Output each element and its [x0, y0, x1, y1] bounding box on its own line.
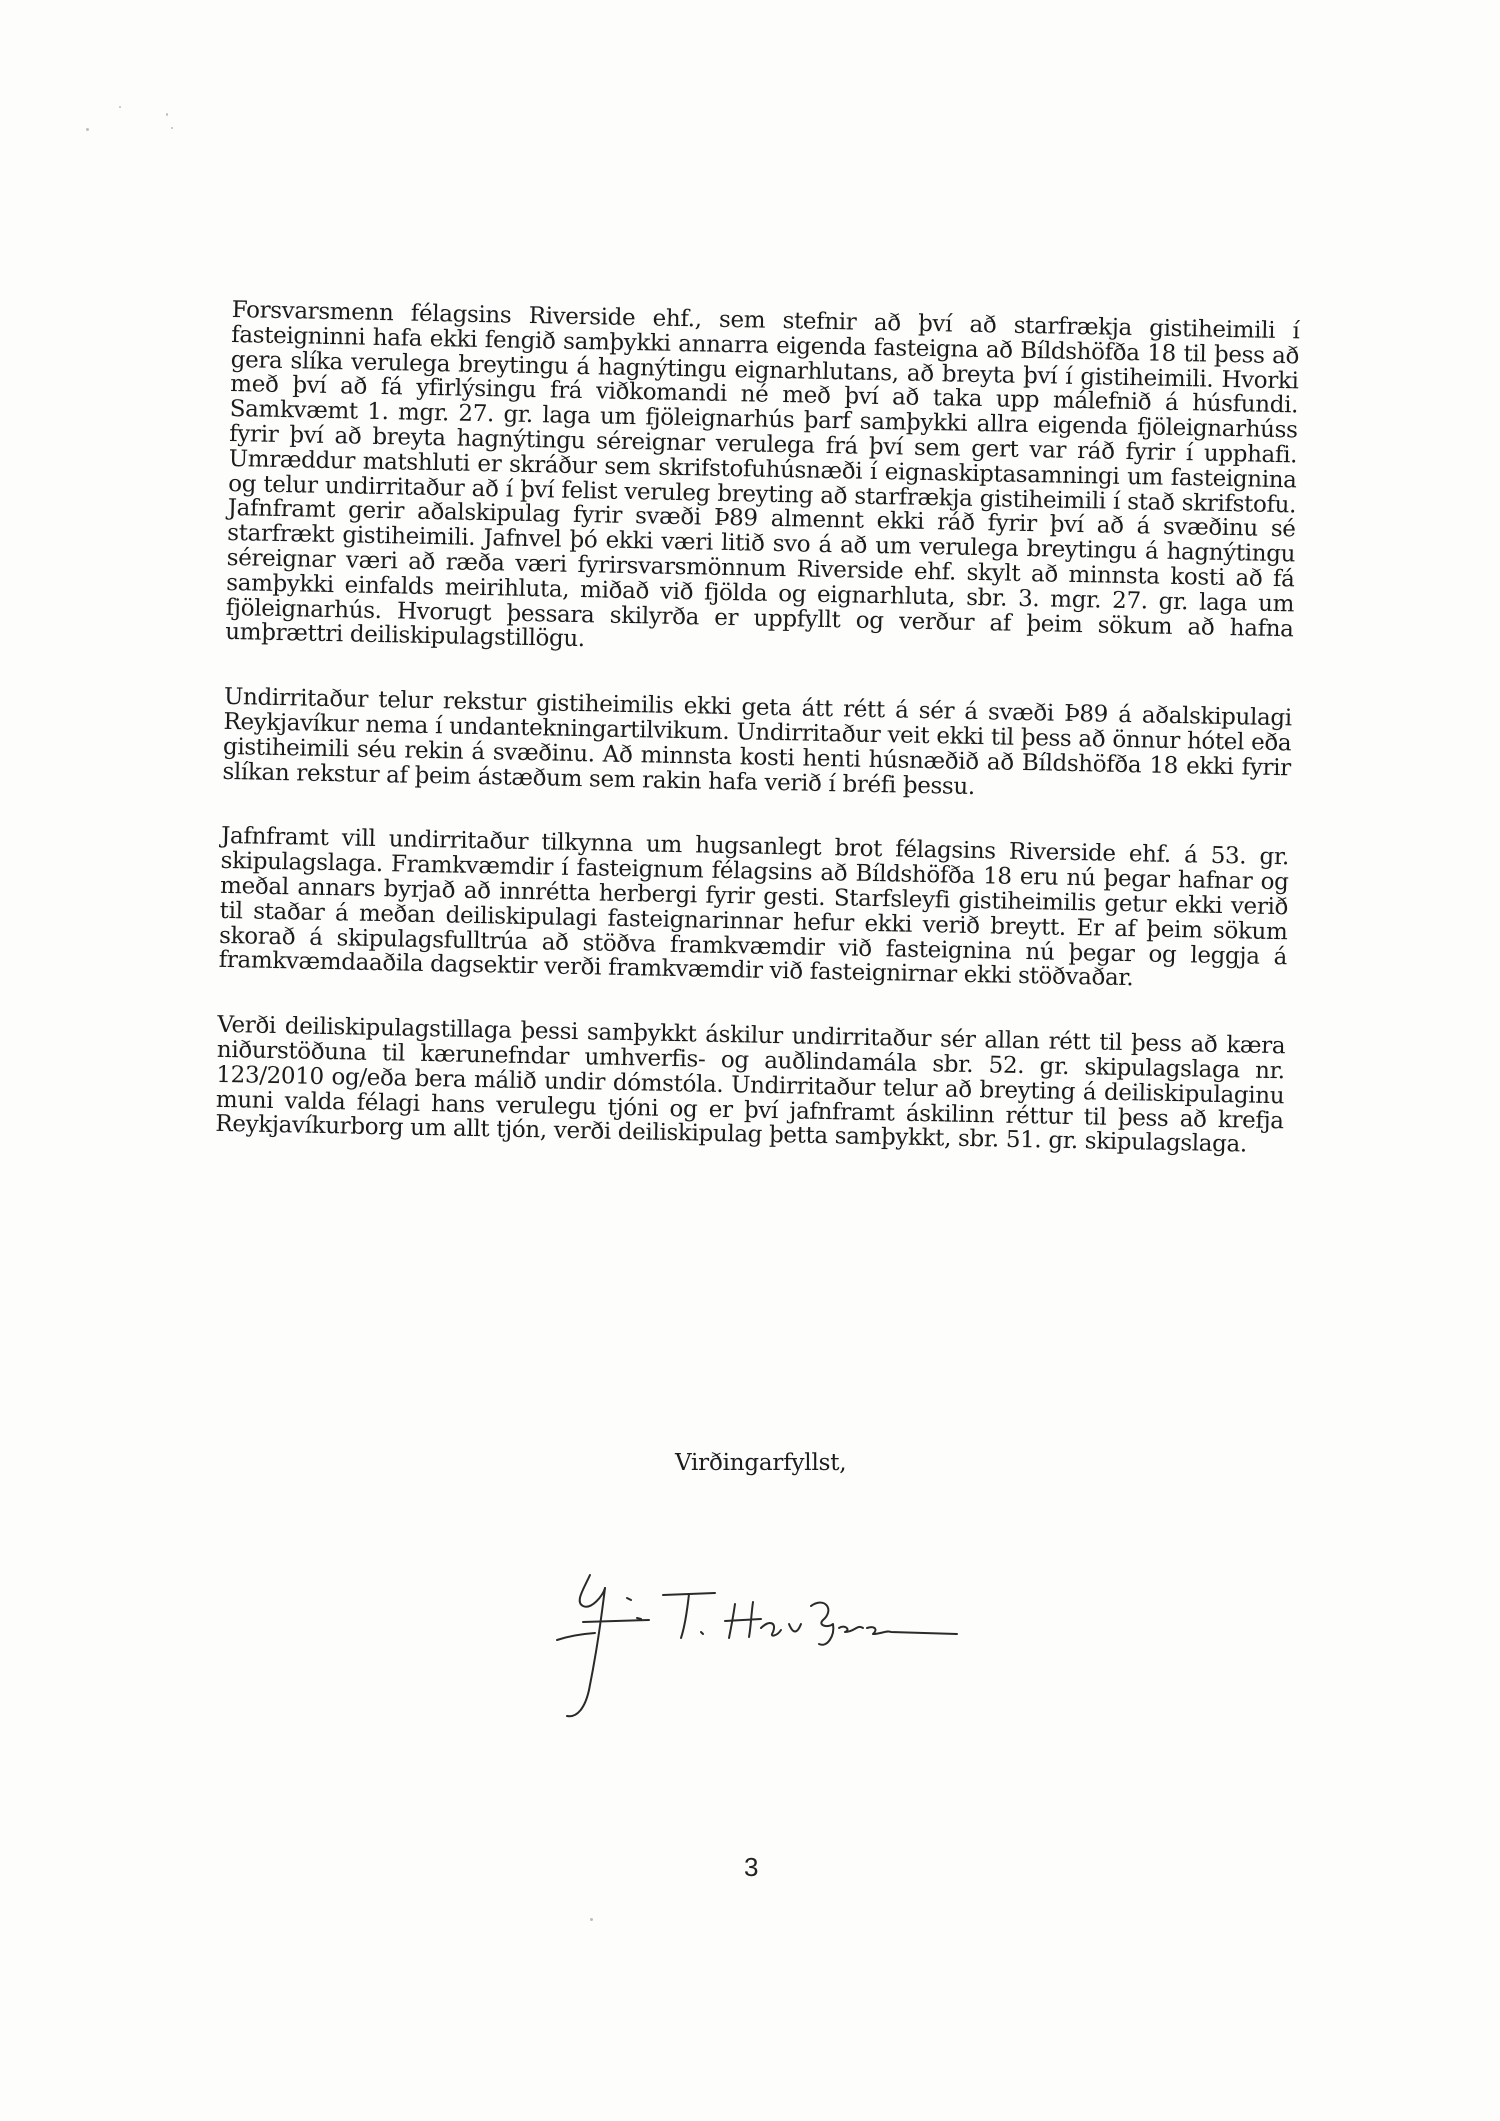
page-number: 3: [744, 1852, 759, 1882]
closing-salutation: Virðingarfyllst,: [675, 1450, 847, 1476]
body-paragraph-3: Jafnframt vill undirritaður tilkynna um hugsanlegt brot félagsins Riverside ehf. á 53. gr. skipulagslaga. Framkvæmdir í fasteignum félagsins að Bíldshöfða 18 eru nú þegar hafnar og meðal annars byrjað að innrétta herbergi fyrir gesti. Starfsleyfi gistiheimilis getur ekki verið til staðar á meðan deiliskipulagi fasteignarinnar hefur ekki verið breytt. Er af þeim sökum skorað á skipulagsfulltrúa að stöðva framkvæmdir við fasteignina nú þegar og leggja á framkvæmdaaðila dagsektir verði framkvæmdir við fasteignirnar ekki stöðvaðar.: [218, 823, 1290, 992]
handwritten-signature: [545, 1540, 965, 1725]
body-paragraph-2: Undirritaður telur rekstur gistiheimilis ekki geta átt rétt á sér á svæði Þ89 á aðalskipulagi Reykjavíkur nema í undantekningartilvikum. Undirritaður veit ekki til þess að önnur hótel eða gistiheimili séu rekin á svæðinu. Að minnsta kosti henti húsnæðið að Bíldshöfða 18 ekki fyrir slíkan rekstur af þeim ástæðum sem rakin hafa verið í bréfi þessu.: [222, 684, 1293, 800]
body-paragraph-1: Forsvarsmenn félagsins Riverside ehf., sem stefnir að því að starfrækja gistiheimili í fasteigninni hafa ekki fengið samþykki annarra eigenda fasteigna að Bíldshöfða 18 til þess að gera slíka verulega breytingu á hagnýtingu eignarhlutans, að breyta því í gistiheimili. Hvorki með því að fá yfirlýsingu frá viðkomandi né með því að taka upp málefnið á húsfundi. Samkvæmt 1. mgr. 27. gr. laga um fjöleignarhús þarf samþykki allra eigenda fjöleignarhúss fyrir því að breyta hagnýtingu séreignar verulega frá því sem gert var ráð fyrir í upphafi. Umræddur matshluti er skráður sem skrifstofuhúsnæði í eignaskiptasamningi um fasteignina og telur undirritaður að í því felist veruleg breyting að starfrækja gistiheimili í stað skrifstofu. Jafnframt gerir aðalskipulag fyrir svæði Þ89 almennt ekki ráð fyrir því að á svæðinu sé starfrækt gistiheimili. Jafnvel þó ekki væri litið svo á að um verulega breytingu á hagnýtingu séreignar væri að ræða væri fyrirsvarsmönnum Riverside ehf. skylt að minnsta kosti að fá samþykki einfalds meirihluta, miðað við fjölda og eignarhluta, sbr. 3. mgr. 27. gr. laga um fjöleignarhús. Hvorugt þessara skilyrða er uppfyllt og verður af þeim sökum að hafna umþrættri deiliskipulagstillögu.: [225, 297, 1300, 653]
letter-body: [214, 298, 1299, 1198]
body-paragraph-4: Verði deiliskipulagstillaga þessi samþykkt áskilur undirritaður sér allan rétt til þess að kæra niðurstöðuna til kærunefndar umhverfis- og auðlindamála sbr. 52. gr. skipulagslaga nr. 123/2010 og/eða bera málið undir dómstóla. Undirritaður telur að breyting á deiliskipulaginu muni valda félagi hans verulegu tjóni og er því jafnframt áskilinn réttur til þess að krefja Reykjavíkurborg um allt tjón, verði deiliskipulag þetta samþykkt, sbr. 51. gr. skipulagslaga.: [215, 1011, 1286, 1158]
